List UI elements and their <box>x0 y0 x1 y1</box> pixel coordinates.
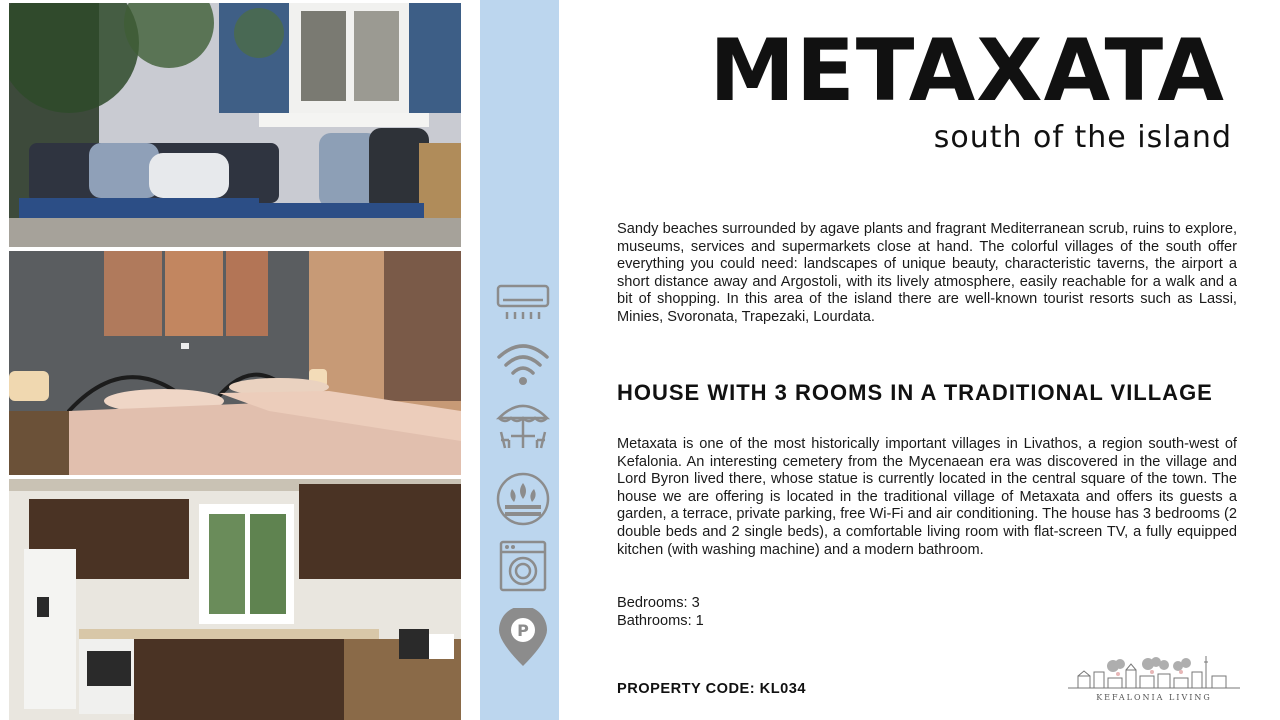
terrace-umbrella-icon <box>495 396 551 452</box>
kefalonia-living-logo <box>1068 652 1240 710</box>
kitchen-photo <box>9 479 461 720</box>
details-paragraph: Metaxata is one of the most historically important villages in Livathos, a region south-west of Kefalonia. An interesting cemetery from the Mycenaean era was discovered in the village and Lord Byron lived there, whose statue is currently located in the central square of the town. The house we are offering is located in the traditional village of Metaxata and offers its guests a garden, a terrace, private parking, free Wi-Fi and air conditioning. The house has 3 bedrooms (2 double beds and 2 single beds), a comfortable living room with flat-screen TV, a fully equipped kitchen (with washing machine) and a modern bathroom. <box>617 436 1237 558</box>
property-code: PROPERTY CODE: KL034 <box>617 681 806 697</box>
property-stats <box>617 594 704 630</box>
village-skyline-icon <box>1068 652 1240 692</box>
terrace-photo <box>9 3 461 247</box>
svg-text:P: P <box>517 621 529 640</box>
bedrooms-count: Bedrooms: 3 <box>617 595 700 611</box>
logo-text: KEFALONIA LIVING <box>1096 693 1212 702</box>
wifi-icon <box>495 335 551 391</box>
section-heading: HOUSE WITH 3 ROOMS IN A TRADITIONAL VILLAGE <box>617 380 1213 405</box>
garden-icon <box>495 471 551 527</box>
bedroom-photo <box>9 251 461 475</box>
washing-machine-icon <box>495 538 551 594</box>
intro-paragraph: Sandy beaches surrounded by agave plants and fragrant Mediterranean scrub, ruins to explore, museums, services and supermarkets close at hand. The colorful villages of the south offer everything you could need: landscapes of unique beauty, characteristic taverns, the airport a short distance away and Argostoli, with its lively atmosphere, easily reachable for a walk and a bit of shopping. In this area of the island there are well-known tourist resorts such as Lassi, Minies, Svoronata, Trapezaki, Lourdata. <box>617 221 1237 325</box>
page-subtitle: south of the island <box>933 120 1232 155</box>
page-title: METAXATA <box>709 21 1225 121</box>
air-conditioner-icon <box>495 274 551 330</box>
bathrooms-count: Bathrooms: 1 <box>617 613 704 629</box>
parking-icon <box>495 608 551 668</box>
